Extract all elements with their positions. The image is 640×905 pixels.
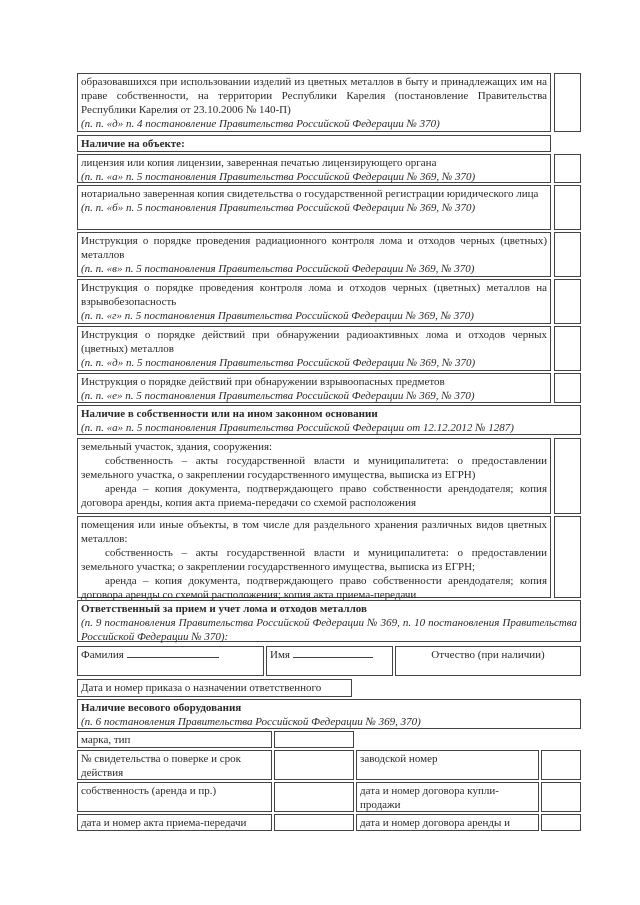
order-field[interactable] <box>77 679 352 697</box>
sale-label-cell <box>356 782 539 812</box>
item-ref: (п. п. «а» п. 5 постановления Правительства Российской Федерации № 369, № 370) <box>81 171 476 183</box>
ownership-header: Наличие в собственности или на ином законном основании <box>81 408 378 420</box>
sale-label: дата и номер договора купли-продажи <box>360 785 499 811</box>
item-text: Инструкция о порядке действий при обнаружении взрывоопасных предметов <box>81 376 445 388</box>
checkbox-cell[interactable] <box>554 232 581 277</box>
surname-label: Фамилия <box>81 649 124 661</box>
checkbox-cell[interactable] <box>554 516 581 598</box>
surname-line <box>127 657 219 658</box>
onsite-item-license <box>77 154 551 183</box>
item-ref: (п. п. «г» п. 5 постановления Правительства Российской Федерации № 369, № 370) <box>81 310 474 322</box>
continuation-ref: (п. п. «д» п. 4 постановление Правительства Российской Федерации № 370) <box>81 118 440 130</box>
premises-rent: аренда – копия документа, подтверждающего право собственности арендодателя; копия договора аренды со схемой расположения; копия акта приема-передачи <box>81 575 547 601</box>
checkbox-cell[interactable] <box>554 373 581 403</box>
act-label: дата и номер акта приема-передачи <box>81 817 247 829</box>
owner-label: собственность (аренда и пр.) <box>81 785 217 797</box>
responsible-header: Ответственный за прием и учет лома и отходов металлов <box>81 603 367 615</box>
cert-label-cell <box>77 750 272 780</box>
name-field[interactable] <box>266 646 393 676</box>
brand-label: марка, тип <box>81 734 131 746</box>
lease-label-cell <box>356 814 539 831</box>
checkbox-cell[interactable] <box>554 438 581 514</box>
continuation-item <box>77 73 551 132</box>
brand-label-cell <box>77 731 272 748</box>
cert-label: № свидетельства о поверке и срок действия <box>81 753 241 779</box>
owner-input[interactable] <box>274 782 354 812</box>
onsite-header: Наличие на объекте: <box>77 135 551 152</box>
checkbox-cell[interactable] <box>554 185 581 230</box>
checkbox-cell[interactable] <box>554 326 581 371</box>
onsite-item-radiation <box>77 232 551 277</box>
premises-title: помещения или иные объекты, в том числе для раздельного хранения различных видов цветных металлов: <box>81 519 547 545</box>
checkbox-cell[interactable] <box>554 73 581 132</box>
order-label: Дата и номер приказа о назначении ответственного <box>81 682 322 694</box>
name-label: Имя <box>270 649 290 661</box>
item-ref: (п. п. «д» п. 5 постановления Правительства Российской Федерации № 369, № 370) <box>81 357 476 369</box>
cert-input[interactable] <box>274 750 354 780</box>
scales-ref: (п. 6 постановления Правительства Российской Федерации № 369, 370) <box>81 716 421 728</box>
serial-input[interactable] <box>541 750 581 780</box>
land-title: земельный участок, здания, сооружения: <box>81 441 273 453</box>
scales-header: Наличие весового оборудования <box>81 702 242 714</box>
land-rent: аренда – копия документа, подтверждающего право собственности арендодателя; копия договора аренды, копия акта приема-передачи со схемой расположения <box>81 483 547 509</box>
item-text: Инструкция о порядке проведения радиационного контроля лома и отходов черных (цветных) металлов <box>81 235 547 261</box>
act-input[interactable] <box>274 814 354 831</box>
ownership-premises <box>77 516 551 601</box>
continuation-text: образовавшихся при использовании изделий из цветных металлов в быту и принадлежащих им на праве собственности, на территории Республики Карелия (постановление Правительства Республики Карелия от 23.10.2006 № 140-П) <box>81 76 547 116</box>
lease-label: дата и номер договора аренды и <box>360 817 511 829</box>
item-ref: (п. п. «е» п. 5 постановления Правительства Российской Федерации № 369, № 370) <box>81 390 475 402</box>
onsite-item-explosion <box>77 279 551 324</box>
land-own: собственность – акты государственной власти и муниципалитета: о предоставлении земельного участка, о закреплении государственного имущества, выписка из ЕГРН) <box>81 455 547 481</box>
item-text: лицензия или копия лицензии, заверенная печатью лицензирующего органа <box>81 157 437 169</box>
ownership-section-header <box>77 405 581 435</box>
sale-input[interactable] <box>541 782 581 812</box>
item-ref: (п. п. «в» п. 5 постановления Правительства Российской Федерации № 369, № 370) <box>81 263 475 275</box>
item-text: Инструкция о порядке действий при обнаружении радиоактивных лома и отходов черных (цветных) металлов <box>81 329 547 355</box>
scales-section-header <box>77 699 581 729</box>
owner-label-cell <box>77 782 272 812</box>
onsite-item-radioactive <box>77 326 551 371</box>
responsible-ref: (п. 9 постановления Правительства Российской Федерации № 369, п. 10 постановления Правительства Российской Федерации № 370): <box>81 617 577 643</box>
item-text: Инструкция о порядке проведения контроля лома и отходов черных (цветных) металлов на взрывобезопасность <box>81 282 547 308</box>
act-label-cell <box>77 814 272 831</box>
premises-own: собственность – акты государственной власти и муниципалитета: о предоставлении земельного участка; о закреплении государственного имущества, выписка из ЕГРН; <box>81 547 547 573</box>
patronymic-field[interactable] <box>395 646 581 676</box>
brand-input[interactable] <box>274 731 354 748</box>
item-ref: (п. п. «б» п. 5 постановления Правительства Российской Федерации № 369, № 370) <box>81 202 476 214</box>
ownership-ref: (п. п. «а» п. 5 постановления Правительства Российской Федерации от 12.12.2012 № 1287) <box>81 422 514 434</box>
onsite-item-explosive-objects <box>77 373 551 403</box>
patronymic-label: Отчество (при наличии) <box>431 649 545 661</box>
item-text: нотариально заверенная копия свидетельства о государственной регистрации юридического лица <box>81 188 539 200</box>
surname-field[interactable] <box>77 646 264 676</box>
serial-label: заводской номер <box>360 753 438 765</box>
checkbox-cell[interactable] <box>554 154 581 183</box>
name-line <box>293 657 373 658</box>
ownership-land <box>77 438 551 514</box>
checkbox-cell[interactable] <box>554 279 581 324</box>
onsite-item-registration <box>77 185 551 230</box>
lease-input[interactable] <box>541 814 581 831</box>
responsible-section-header <box>77 600 581 642</box>
serial-label-cell <box>356 750 539 780</box>
